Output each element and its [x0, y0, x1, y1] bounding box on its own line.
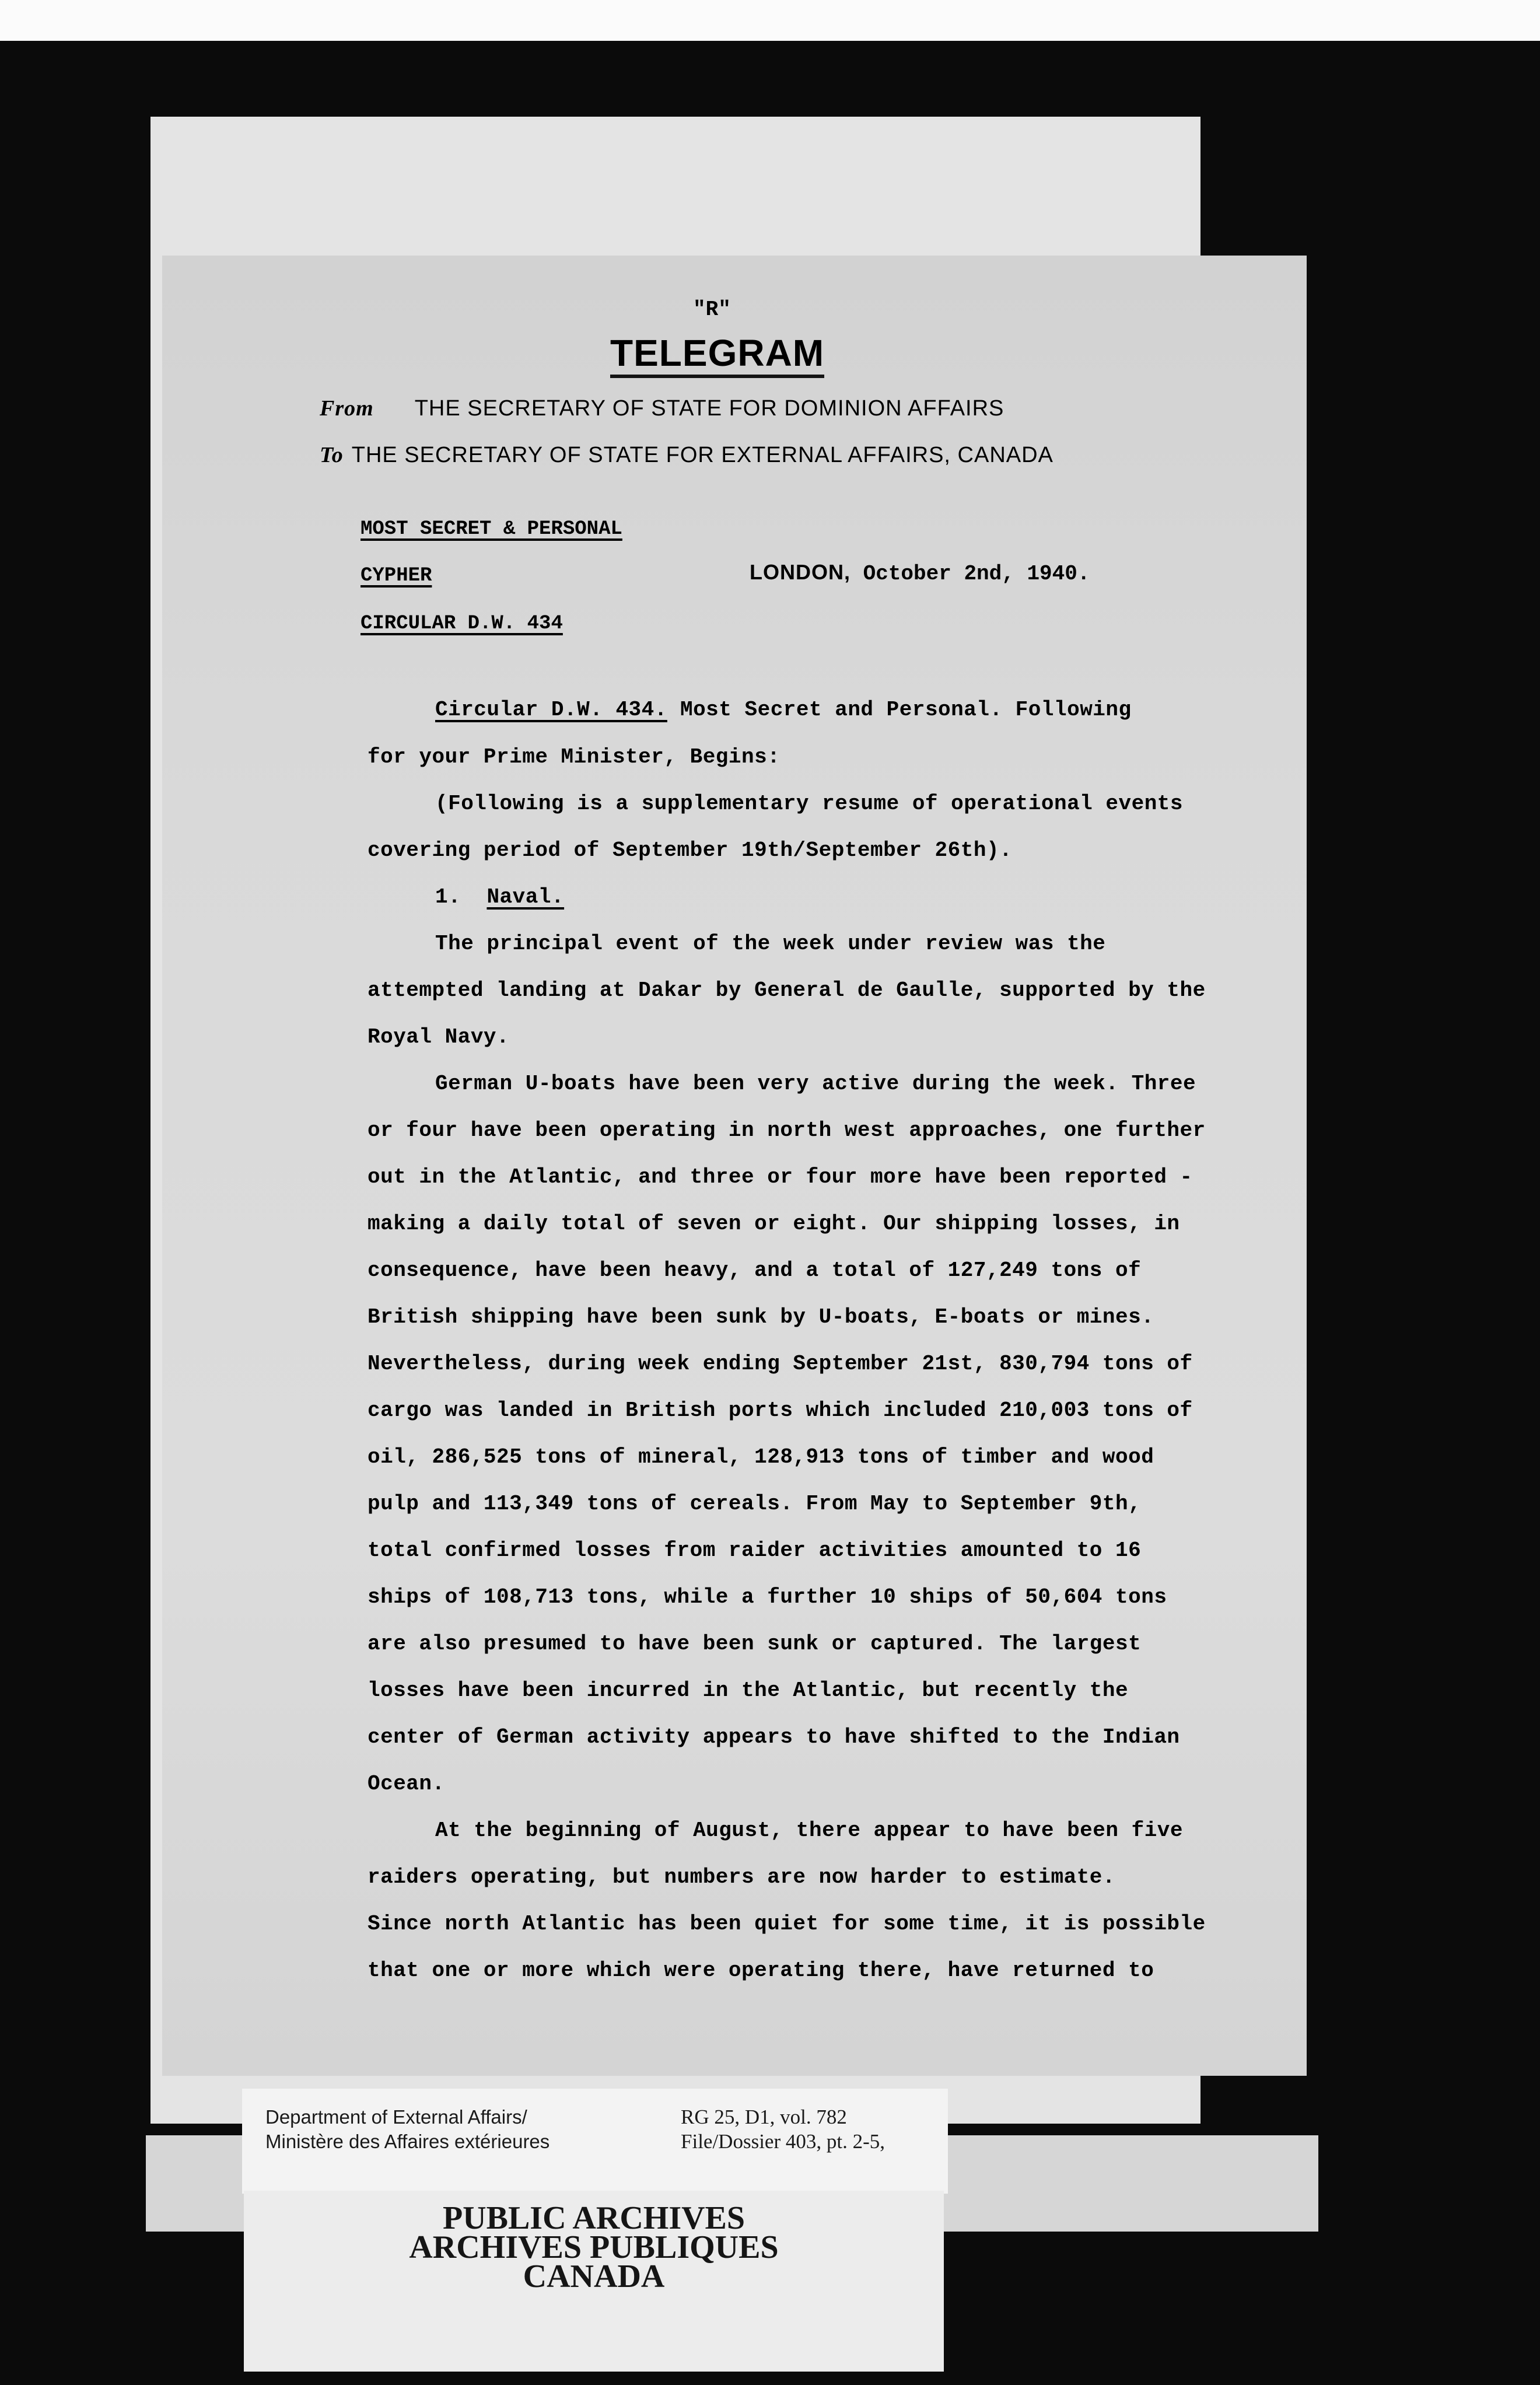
body-line: consequence, have been heavy, and a total of 127,249 tons of — [368, 1258, 1142, 1282]
body-line: Since north Atlantic has been quiet for some time, it is possible — [368, 1912, 1206, 1936]
telegram-marker: "R" — [693, 298, 731, 321]
body-line: are also presumed to have been sunk or captured. The largest — [368, 1632, 1142, 1656]
body-line: ships of 108,713 tons, while a further 10 ships of 50,604 tons — [368, 1585, 1167, 1609]
classification: MOST SECRET & PERSONAL — [360, 518, 622, 540]
cypher-label: CYPHER — [360, 565, 432, 587]
date-value: October 2nd, 1940. — [863, 562, 1090, 586]
from-text: THE SECRETARY OF STATE FOR DOMINION AFFAIRS — [414, 396, 1005, 421]
archive-reference-label — [242, 2089, 948, 2194]
body-line: total confirmed losses from raider activities amounted to 16 — [368, 1538, 1142, 1562]
body-line: raiders operating, but numbers are now harder to estimate. — [368, 1865, 1116, 1889]
to-prefix: To — [320, 443, 344, 467]
body-line: or four have been operating in north west approaches, one further — [368, 1118, 1206, 1142]
body-line: The principal event of the week under review was the — [435, 932, 1106, 956]
intro-text: Most Secret and Personal. Following — [667, 698, 1132, 722]
department-french: Ministère des Affaires extérieures — [265, 2131, 550, 2152]
from-line — [320, 396, 1004, 421]
body-line: making a daily total of seven or eight. Our shipping losses, in — [368, 1212, 1180, 1236]
body-line: pulp and 113,349 tons of cereals. From May to September 9th, — [368, 1492, 1142, 1516]
section-title: Naval. — [487, 885, 565, 909]
body-line: Nevertheless, during week ending September 21st, 830,794 tons of — [368, 1352, 1193, 1376]
supplement-line-1: (Following is a supplementary resume of operational events — [435, 792, 1184, 816]
body-line: losses have been incurred in the Atlantic, but recently the — [368, 1678, 1129, 1702]
body-line: Ocean. — [368, 1772, 445, 1796]
to-text: THE SECRETARY OF STATE FOR EXTERNAL AFFAIRS, CANADA — [351, 443, 1054, 467]
department-english: Department of External Affairs/ — [265, 2106, 527, 2128]
from-prefix: From — [320, 396, 374, 421]
public-archives-stamp — [244, 2191, 944, 2372]
section-number: 1. — [435, 885, 461, 909]
stamp-text — [244, 2200, 944, 2295]
scan-top-edge — [0, 0, 1540, 41]
body-line: cargo was landed in British ports which included 210,003 tons of — [368, 1398, 1193, 1422]
intro-reference: Circular D.W. 434. — [435, 698, 667, 722]
body-line: British shipping have been sunk by U-boats, E-boats or mines. — [368, 1305, 1154, 1329]
body-line: oil, 286,525 tons of mineral, 128,913 tons of timber and wood — [368, 1445, 1154, 1469]
stamp-line-french: ARCHIVES PUBLIQUES — [409, 2229, 779, 2265]
body-line: Royal Navy. — [368, 1025, 510, 1049]
archive-file-reference — [681, 2105, 885, 2154]
date-line — [750, 560, 1090, 586]
body-line: German U-boats have been very active during the week. Three — [435, 1072, 1196, 1096]
record-group: RG 25, D1, vol. 782 — [681, 2106, 847, 2128]
body-line: attempted landing at Dakar by General de Gaulle, supported by the — [368, 978, 1206, 1002]
body-line: that one or more which were operating there, have returned to — [368, 1959, 1154, 1982]
telegram-title: TELEGRAM — [610, 333, 824, 378]
archive-department — [265, 2105, 550, 2154]
intro-line-2: for your Prime Minister, Begins: — [368, 745, 780, 769]
supplement-line-2: covering period of September 19th/September 26th). — [368, 838, 1013, 862]
body-line: At the beginning of August, there appear to have been five — [435, 1819, 1184, 1842]
stamp-line-country: CANADA — [523, 2258, 665, 2295]
file-dossier: File/Dossier 403, pt. 2-5, — [681, 2130, 885, 2153]
stamp-line-english: PUBLIC ARCHIVES — [442, 2200, 746, 2236]
body-line: center of German activity appears to have shifted to the Indian — [368, 1725, 1180, 1749]
section-heading — [435, 885, 564, 909]
date-city: LONDON, — [750, 560, 850, 584]
circular-number: CIRCULAR D.W. 434 — [360, 613, 563, 635]
to-line — [320, 442, 1054, 468]
body-line: out in the Atlantic, and three or four more have been reported - — [368, 1165, 1193, 1189]
intro-line — [435, 698, 1132, 722]
